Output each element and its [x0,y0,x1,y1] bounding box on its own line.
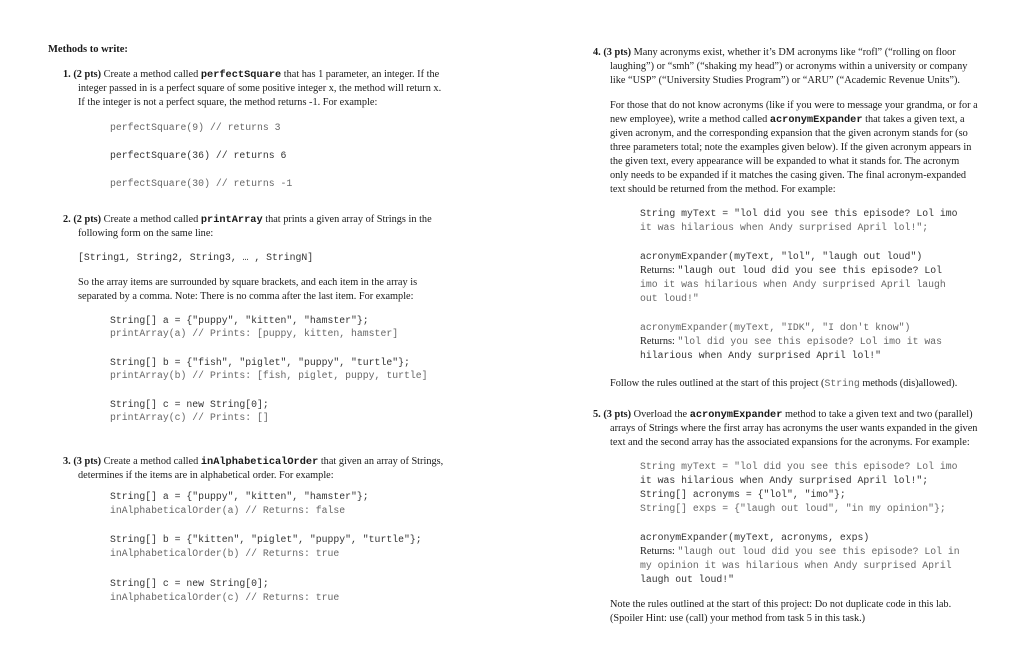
q3-code-line: String[] a = {"puppy", "kitten", "hamster"}; [110,491,369,502]
section-heading: Methods to write: [48,44,128,55]
q5-code-line: String myText = "lol did you see this episode? Lol imo [640,461,958,472]
q2-code-line: printArray(a) // Prints: [puppy, kitten, hamster] [110,328,399,339]
q4-code-line: it was hilarious when Andy surprised April lol!"; [640,222,929,233]
q5-line3: text and the second array has the associated expansions for the acronyms. For example: [610,437,970,448]
q4-para-line: the given text, every appearance will be expanded to what it stands for. The acronym [610,156,960,167]
q4-returns2: Returns: "lol did you see this episode? Lol imo it was [640,336,943,347]
q4-returns1-cont: imo it was hilarious when Andy surprised April laugh [640,279,946,290]
q3-code-line: inAlphabeticalOrder(b) // Returns: true [110,548,340,559]
q1-line2: integer passed in is a perfect square of some positive integer x, the method will return x. [78,83,442,94]
q2-format: [String1, String2, String3, … , StringN] [78,252,314,263]
q5-note: Note the rules outlined at the start of this project: Do not duplicate code in this lab. [610,599,952,610]
q4-para-line: new employee), write a method called acronymExpander that takes a given text, a [610,114,965,126]
q1-code-line: perfectSquare(9) // returns 3 [110,122,281,133]
q2-code-line: String[] c = new String[0]; [110,399,269,410]
q5-code-line: String[] exps = {"laugh out loud", "in my opinion"}; [640,503,946,514]
q2-code-line: String[] a = {"puppy", "kitten", "hamster"}; [110,315,369,326]
q2-line2: following form on the same line: [78,228,214,239]
q1-line3: If the integer is not a perfect square, the method returns -1. For example: [78,97,378,108]
q4-para-line: three parameters total; note the examples given below). If the given acronym appears in [610,142,972,153]
q2-code-line: String[] b = {"fish", "piglet", "puppy", "turtle"}; [110,357,410,368]
q2-line1: 2. (2 pts) Create a method called printArray that prints a given array of Strings in the [63,214,432,226]
q4-para-line: text should be returned from the method. For example: [610,184,836,195]
q1-line1: 1. (2 pts) Create a method called perfectSquare that has 1 parameter, an integer. If the [63,69,440,81]
q2-line3: So the array items are surrounded by square brackets, and each item in the array is [78,277,418,288]
q2-line4: separated by a comma. Note: There is no comma after the last item. For example: [78,291,414,302]
method-name-inalphabeticalorder: inAlphabeticalOrder [200,456,319,468]
q5-returns-cont: my opinion it was hilarious when Andy surprised April [640,560,952,571]
q1-code-line: perfectSquare(36) // returns 6 [110,150,287,161]
q4-line3: like “USP” (“University Studies Program”) or “ARU” (“Academic Revenue Units”). [610,75,960,86]
q5-code-line: String[] acronyms = {"lol", "imo"}; [640,489,846,500]
q5-line2: arrays of Strings where the first array has acronyms the user wants expanded in the given [610,423,978,434]
q5-call: acronymExpander(myText, acronyms, exps) [640,532,870,543]
q3-code-line: String[] c = new String[0]; [110,578,269,589]
method-name-acronymexpander: acronymExpander [689,409,783,421]
q4-returns1-cont: out loud!" [640,293,699,304]
q4-code-line: String myText = "lol did you see this episode? Lol imo [640,208,958,219]
q4-call2: acronymExpander(myText, "IDK", "I don't know") [640,322,911,333]
method-name-acronymexpander: acronymExpander [769,114,863,126]
q4-para-line: given acronym, and the corresponding expansion that the given acronym stands for (so [610,128,968,139]
q1-code-line: perfectSquare(30) // returns -1 [110,178,293,189]
q4-para-line: For those that do not know acronyms (like if you were to message your grandma, or for a [610,100,978,111]
q3-code-line: inAlphabeticalOrder(c) // Returns: true [110,592,340,603]
right-page [512,0,1024,656]
q5-hint: (Spoiler Hint: use (call) your method from task 5 in this task.) [610,613,866,624]
q2-code-line: printArray(c) // Prints: [] [110,412,269,423]
method-name-perfectsquare: perfectSquare [200,69,282,81]
q4-follow-rules: Follow the rules outlined at the start of this project (String methods (dis)allowed). [610,378,958,389]
q4-returns1: Returns: "laugh out loud did you see this episode? Lol [640,265,943,276]
q4-para-line: only needs to be expanded if it matches the casing given. The final acronym-expanded [610,170,967,181]
q5-code-line: it was hilarious when Andy surprised April lol!"; [640,475,929,486]
q3-code-line: String[] b = {"kitten", "piglet", "puppy", "turtle"}; [110,534,422,545]
q2-code-line: printArray(b) // Prints: [fish, piglet, puppy, turtle] [110,370,428,381]
q4-line1: 4. (3 pts) Many acronyms exist, whether it’s DM acronyms like “rofl” (“rolling on floor [593,47,956,58]
q5-returns-cont: laugh out loud!" [640,574,735,585]
q4-returns2-cont: hilarious when Andy surprised April lol!" [640,350,882,361]
q4-line2: laughing”) or “smh” (“shaking my head”) or acronyms within a university or company [610,61,968,72]
q3-code-line: inAlphabeticalOrder(a) // Returns: false [110,505,346,516]
q4-call1: acronymExpander(myText, "lol", "laugh out loud") [640,251,923,262]
q3-line2: determines if the items are in alphabetical order. For example: [78,470,334,481]
q5-line1: 5. (3 pts) Overload the acronymExpander method to take a given text and two (parallel) [593,409,973,421]
q5-returns: Returns: "laugh out loud did you see this episode? Lol in [640,546,960,557]
method-name-printarray: printArray [200,214,263,226]
q3-line1: 3. (3 pts) Create a method called inAlphabeticalOrder that given an array of Strings, [63,456,444,468]
